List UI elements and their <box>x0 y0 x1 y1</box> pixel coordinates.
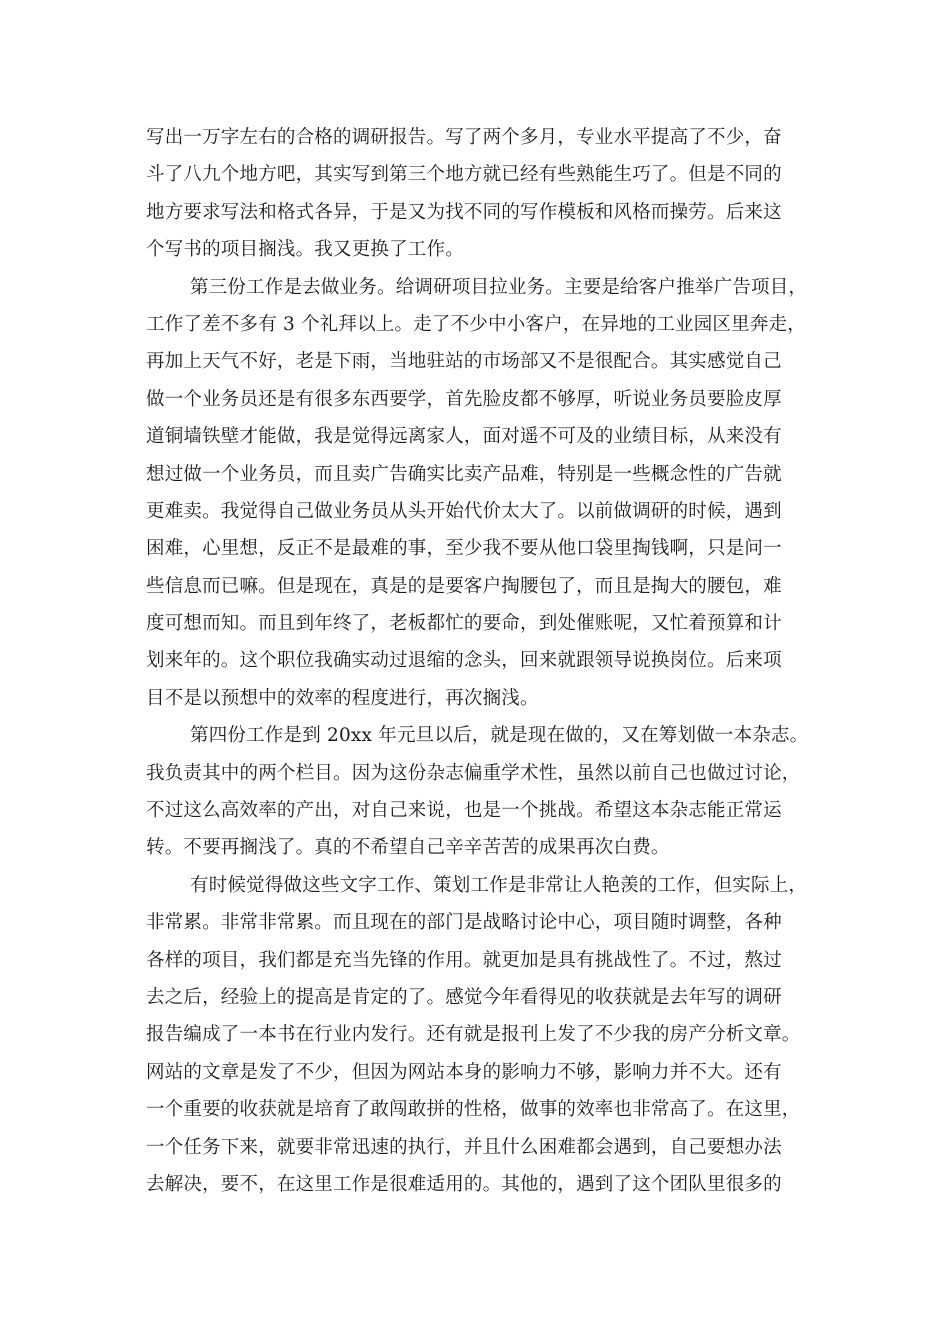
text-line: 道铜墙铁壁才能做，我是觉得远离家人，面对遥不可及的业绩目标，从来没有 <box>146 426 782 448</box>
text-line: 非常累。非常非常累。而且现在的部门是战略讨论中心，项目随时调整，各种 <box>146 912 782 934</box>
text-line: 个写书的项目搁浅。我又更换了工作。 <box>146 239 464 261</box>
text-line: 做一个业务员还是有很多东西要学，首先脸皮都不够厚，听说业务员要脸皮厚 <box>146 388 782 410</box>
text-line: 想过做一个业务员，而且卖广告确实比卖产品难，特别是一些概念性的广告就 <box>146 463 782 485</box>
text-line: 更难卖。我觉得自己做业务员从头开始代价太大了。以前做调研的时候，遇到 <box>146 500 782 522</box>
text-line: 报告编成了一本书在行业内发行。还有就是报刊上发了不少我的房产分析文章。 <box>146 1024 801 1046</box>
paragraph-first-line: 有时候觉得做这些文字工作、策划工作是非常让人艳羡的工作，但实际上， <box>190 874 808 896</box>
text-line: 目不是以预想中的效率的程度进行，再次搁浅。 <box>146 687 539 709</box>
text-line: 再加上天气不好，老是下雨，当地驻站的市场部又不是很配合。其实感觉自己 <box>146 351 782 373</box>
text-line: 划来年的。这个职位我确实动过退缩的念头，回来就跟领导说换岗位。后来项 <box>146 650 782 672</box>
text-line: 去解决，要不，在这里工作是很难适用的。其他的，遇到了这个团队里很多的 <box>146 1173 782 1195</box>
text-line: 去之后，经验上的提高是肯定的了。感觉今年看得见的收获就是去年写的调研 <box>146 986 782 1008</box>
text-line: 转。不要再搁浅了。真的不希望自己辛辛苦苦的成果再次白费。 <box>146 837 670 859</box>
text-line: 些信息而已嘛。但是现在，真是的是要客户掏腰包了，而且是掏大的腰包，难 <box>146 575 782 597</box>
text-line: 我负责其中的两个栏目。因为这份杂志偏重学术性，虽然以前自己也做过讨论， <box>146 762 801 784</box>
text-line: 困难，心里想，反正不是最难的事，至少我不要从他口袋里掏钱啊，只是问一 <box>146 538 782 560</box>
text-line: 工作了差不多有 3 个礼拜以上。走了不少中小客户，在异地的工业园区里奔走， <box>146 313 806 335</box>
paragraph-first-line: 第三份工作是去做业务。给调研项目拉业务。主要是给客户推举广告项目， <box>190 276 808 298</box>
text-line: 写出一万字左右的合格的调研报告。写了两个多月，专业水平提高了不少，奋 <box>146 127 782 148</box>
text-line: 斗了八九个地方吧，其实写到第三个地方就已经有些熟能生巧了。但是不同的 <box>146 164 782 186</box>
text-line: 各样的项目，我们都是充当先锋的作用。就更加是具有挑战性了。不过，熬过 <box>146 949 782 971</box>
text-line: 网站的文章是发了不少，但因为网站本身的影响力不够，影响力并不大。还有 <box>146 1061 782 1083</box>
text-line: 地方要求写法和格式各异，于是又为找不同的写作模板和风格而操劳。后来这 <box>146 201 782 223</box>
text-line: 一个任务下来，就要非常迅速的执行，并且什么困难都会遇到，自己要想办法 <box>146 1136 782 1158</box>
text-line: 不过这么高效率的产出，对自己来说，也是一个挑战。希望这本杂志能正常运 <box>146 800 782 822</box>
text-line: 度可想而知。而且到年终了，老板都忙的要命，到处催账呢，又忙着预算和计 <box>146 613 782 635</box>
body-text <box>146 119 826 1203</box>
text-line: 一个重要的收获就是培育了敢闯敢拼的性格，做事的效率也非常高了。在这里， <box>146 1099 801 1121</box>
paragraph-first-line: 第四份工作是到 20xx 年元旦以后，就是现在做的，又在筹划做一本杂志。 <box>190 725 809 747</box>
